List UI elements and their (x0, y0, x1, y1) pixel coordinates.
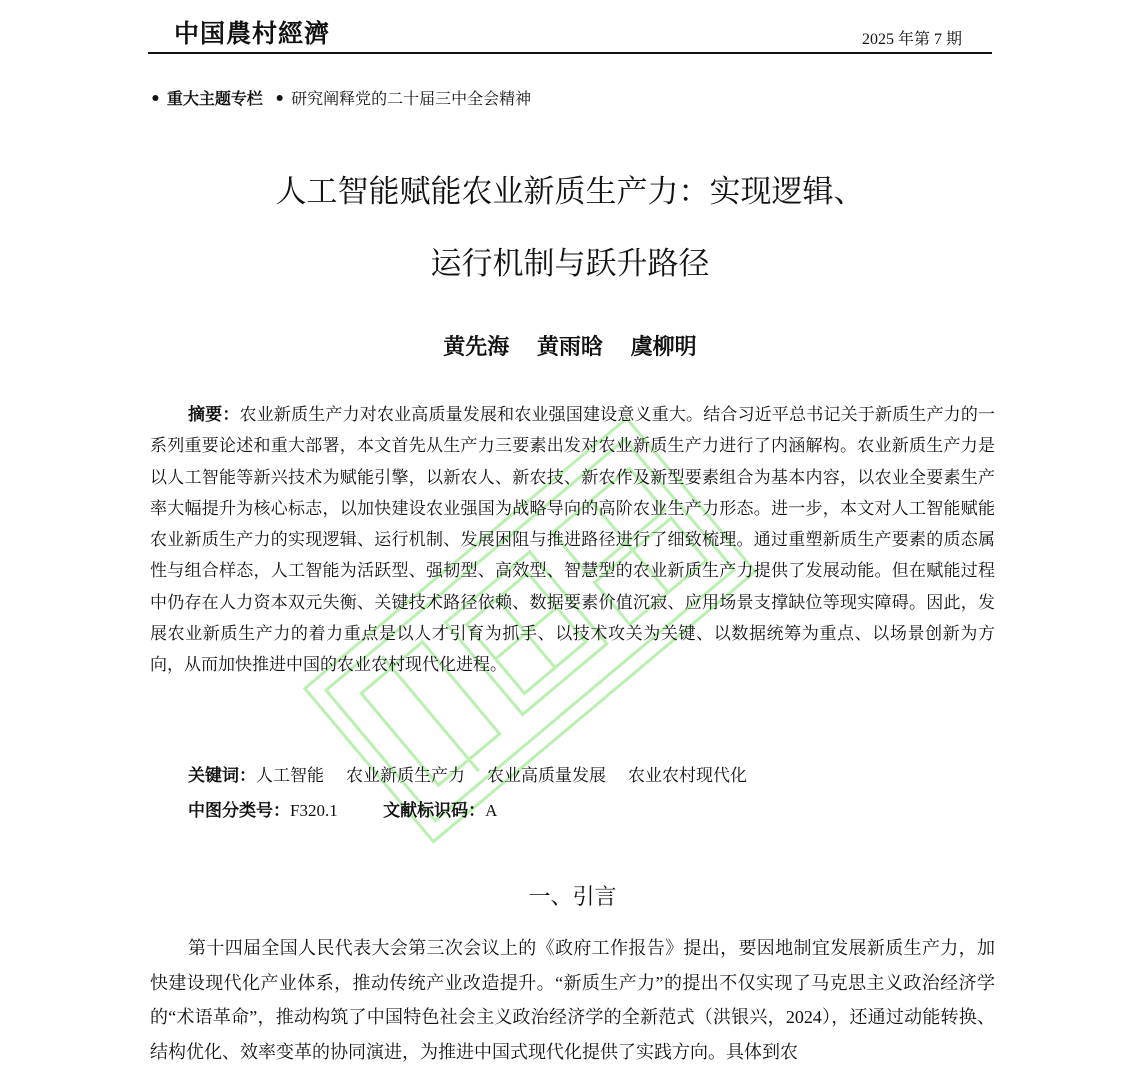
keyword: 农业高质量发展 (487, 766, 606, 786)
doc-code-label: 文献标识码： (383, 801, 486, 821)
column-name: 重大主题专栏 (166, 89, 263, 108)
author-list (150, 330, 990, 361)
author-name: 黄先海 (443, 334, 510, 360)
classification-line (188, 796, 497, 821)
keywords-label: 关键词： (188, 766, 256, 786)
doc-code-value: A (485, 801, 498, 820)
abstract (150, 400, 995, 682)
clc-label: 中图分类号： (188, 801, 290, 821)
article-title-line2: 运行机制与跃升路径 (430, 246, 710, 282)
author-name: 黄雨晗 (536, 334, 603, 360)
page-header (148, 14, 992, 54)
body-paragraph: 第十四届全国人民代表大会第三次会议上的《政府工作报告》提出，要因地制宜发展新质生产力，加快建设现代化产业体系，推动传统产业改造提升。“新质生产力”的提出不仅实现了马克思主义政治经济学的“术语革命”，推动构筑了中国特色社会主义政治经济学的全新范式（洪银兴，2024），还通过动能转换、结构优化、效率变革的协同演进，为推进中国式现代化提供了实践方向。具体到农 (150, 938, 995, 1062)
clc-value: F320.1 (290, 801, 338, 820)
column-banner (150, 86, 531, 109)
abstract-text: 农业新质生产力对农业高质量发展和农业强国建设意义重大。结合习近平总书记关于新质生产力的一系列重要论述和重大部署，本文首先从生产力三要素出发对农业新质生产力进行了内涵解构。农业新质生产力是以人工智能等新兴技术为赋能引擎，以新农人、新农技、新农作及新型要素组合为基本内容，以农业全要素生产率大幅提升为核心标志，以加快建设农业强国为战略导向的高阶农业生产力形态。进一步，本文对人工智能赋能农业新质生产力的实现逻辑、运行机制、发展困阻与推进路径进行了细致梳理。通过重塑新质生产要素的质态属性与组合样态，人工智能为活跃型、强韧型、高效型、智慧型的农业新质生产力提供了发展动能。但在赋能过程中仍存在人力资本双元失衡、关键技术路径依赖、数据要素价值沉寂、应用场景支撑缺位等现实障碍。因此，发展农业新质生产力的着力重点是以人才引育为抓手、以技术攻关为关键、以数据统筹为重点、以场景创新为方向，从而加快推进中国的农业农村现代化进程。 (150, 405, 996, 676)
bullet-icon: • (274, 89, 286, 109)
keywords-line (188, 761, 747, 786)
bullet-icon: • (150, 89, 161, 109)
keyword: 人工智能 (256, 766, 324, 786)
article-title-line1: 人工智能赋能农业新质生产力：实现逻辑、 (275, 174, 865, 210)
section-heading: 一、引言 (528, 885, 617, 910)
author-name: 虞柳明 (630, 334, 697, 360)
abstract-label: 摘要： (188, 405, 240, 425)
keyword: 农业农村现代化 (628, 766, 747, 786)
keyword: 农业新质生产力 (346, 766, 465, 786)
issue-number: 2025 年第 7 期 (861, 31, 962, 48)
column-subtitle: 研究阐释党的二十届三中全会精神 (291, 89, 532, 108)
journal-logo: 中国農村經濟 (174, 19, 331, 48)
